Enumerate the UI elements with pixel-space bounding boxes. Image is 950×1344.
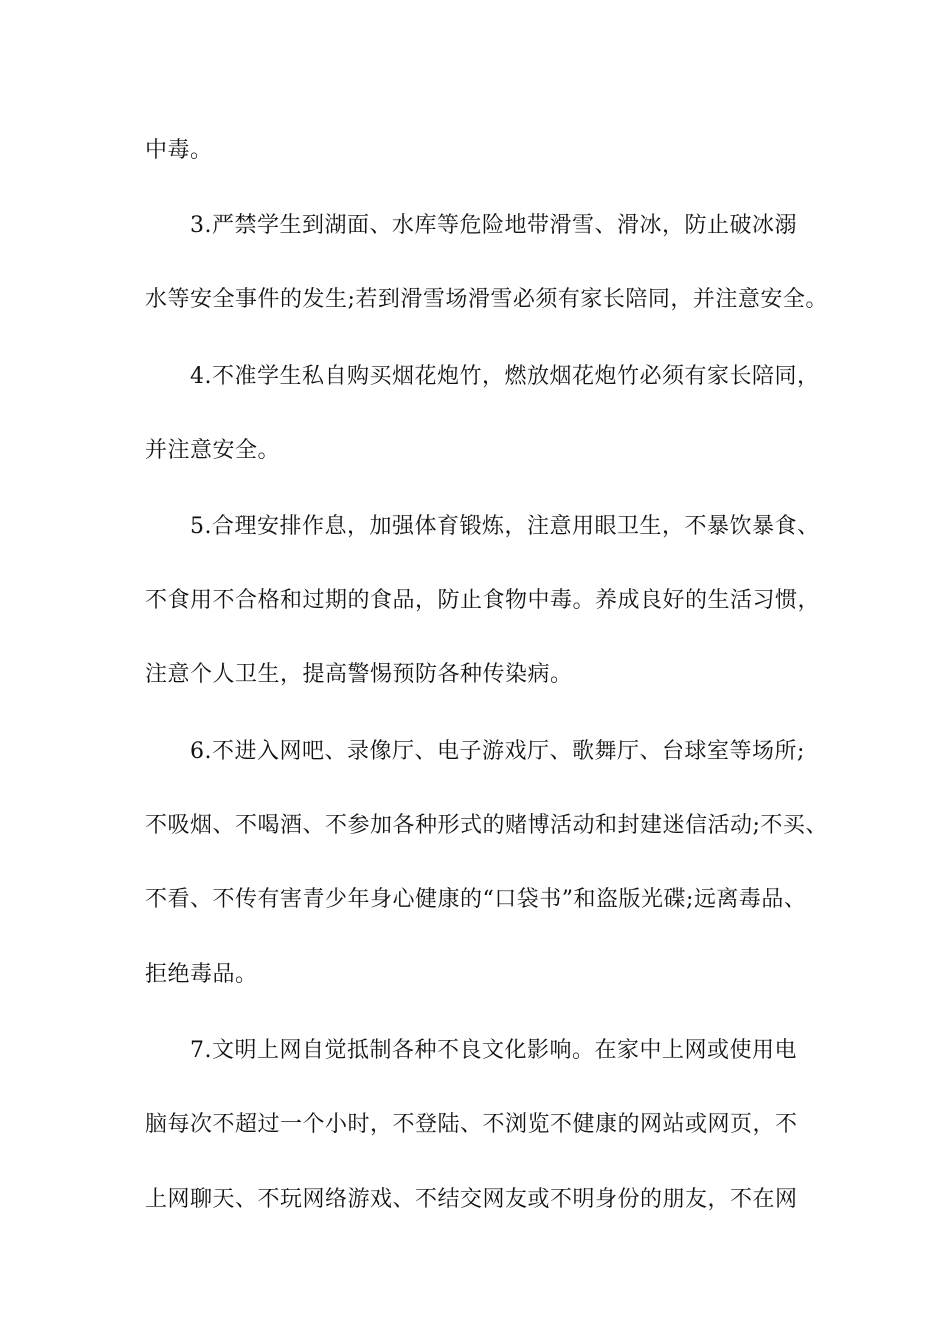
text-line: 水等安全事件的发生;若到滑雪场滑雪必须有家长陪同，并注意安全。 xyxy=(145,287,828,312)
text-line: 并注意安全。 xyxy=(145,438,281,463)
paragraph-3-start: 3.严禁学生到湖面、水库等危险地带滑雪、滑冰，防止破冰溺 xyxy=(190,213,797,238)
paragraph-7-start: 7.文明上网自觉抵制各种不良文化影响。在家中上网或使用电 xyxy=(190,1038,797,1063)
text-line: 不看、不传有害青少年身心健康的“口袋书”和盗版光碟;远离毒品、 xyxy=(145,887,807,912)
paragraph-6-start: 6.不进入网吧、录像厅、电子游戏厅、歌舞厅、台球室等场所; xyxy=(190,739,805,764)
paragraph-4-start: 4.不准学生私自购买烟花炮竹，燃放烟花炮竹必须有家长陪同， xyxy=(190,364,820,389)
text-line: 不食用不合格和过期的食品，防止食物中毒。养成良好的生活习惯， xyxy=(145,588,821,613)
text-line: 拒绝毒品。 xyxy=(145,962,258,987)
text-line: 不吸烟、不喝酒、不参加各种形式的赌博活动和封建迷信活动;不买、 xyxy=(145,813,828,838)
text-line: 上网聊天、不玩网络游戏、不结交网友或不明身份的朋友，不在网 xyxy=(145,1187,798,1212)
paragraph-5-start: 5.合理安排作息，加强体育锻炼，注意用眼卫生，不暴饮暴食、 xyxy=(190,514,820,539)
text-line: 脑每次不超过一个小时，不登陆、不浏览不健康的网站或网页，不 xyxy=(145,1112,798,1137)
text-line: 中毒。 xyxy=(145,138,213,163)
text-line: 注意个人卫生，提高警惕预防各种传染病。 xyxy=(145,662,573,687)
